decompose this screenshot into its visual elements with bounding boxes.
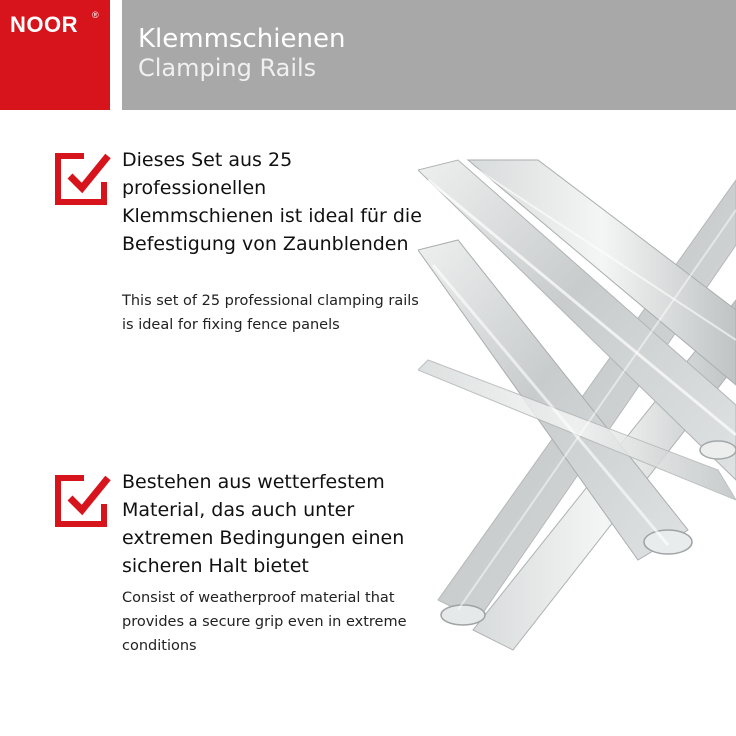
feature-1-text-de: Dieses Set aus 25 professionellen Klemmschienen ist ideal für die Befestigung von Zaunblenden <box>122 149 422 255</box>
clamping-rails-image <box>418 150 736 660</box>
feature-2-text-en: Consist of weatherproof material that provides a secure grip even in extreme conditions <box>122 590 407 654</box>
header-banner <box>122 0 736 110</box>
checkbox-check-icon <box>54 472 112 530</box>
brand-logo <box>0 0 110 110</box>
page-title-de: Klemmschienen <box>138 24 346 54</box>
feature-2-text-de: Bestehen aus wetterfestem Material, das auch unter extremen Bedingungen einen sicheren Halt bietet <box>122 471 405 577</box>
brand-name: NOOR <box>10 12 78 37</box>
checkbox-check-icon <box>54 150 112 208</box>
page-title-en: Clamping Rails <box>138 54 317 82</box>
feature-1-text-en: This set of 25 professional clamping rails is ideal for fixing fence panels <box>122 293 419 333</box>
registered-mark: ® <box>92 10 99 20</box>
